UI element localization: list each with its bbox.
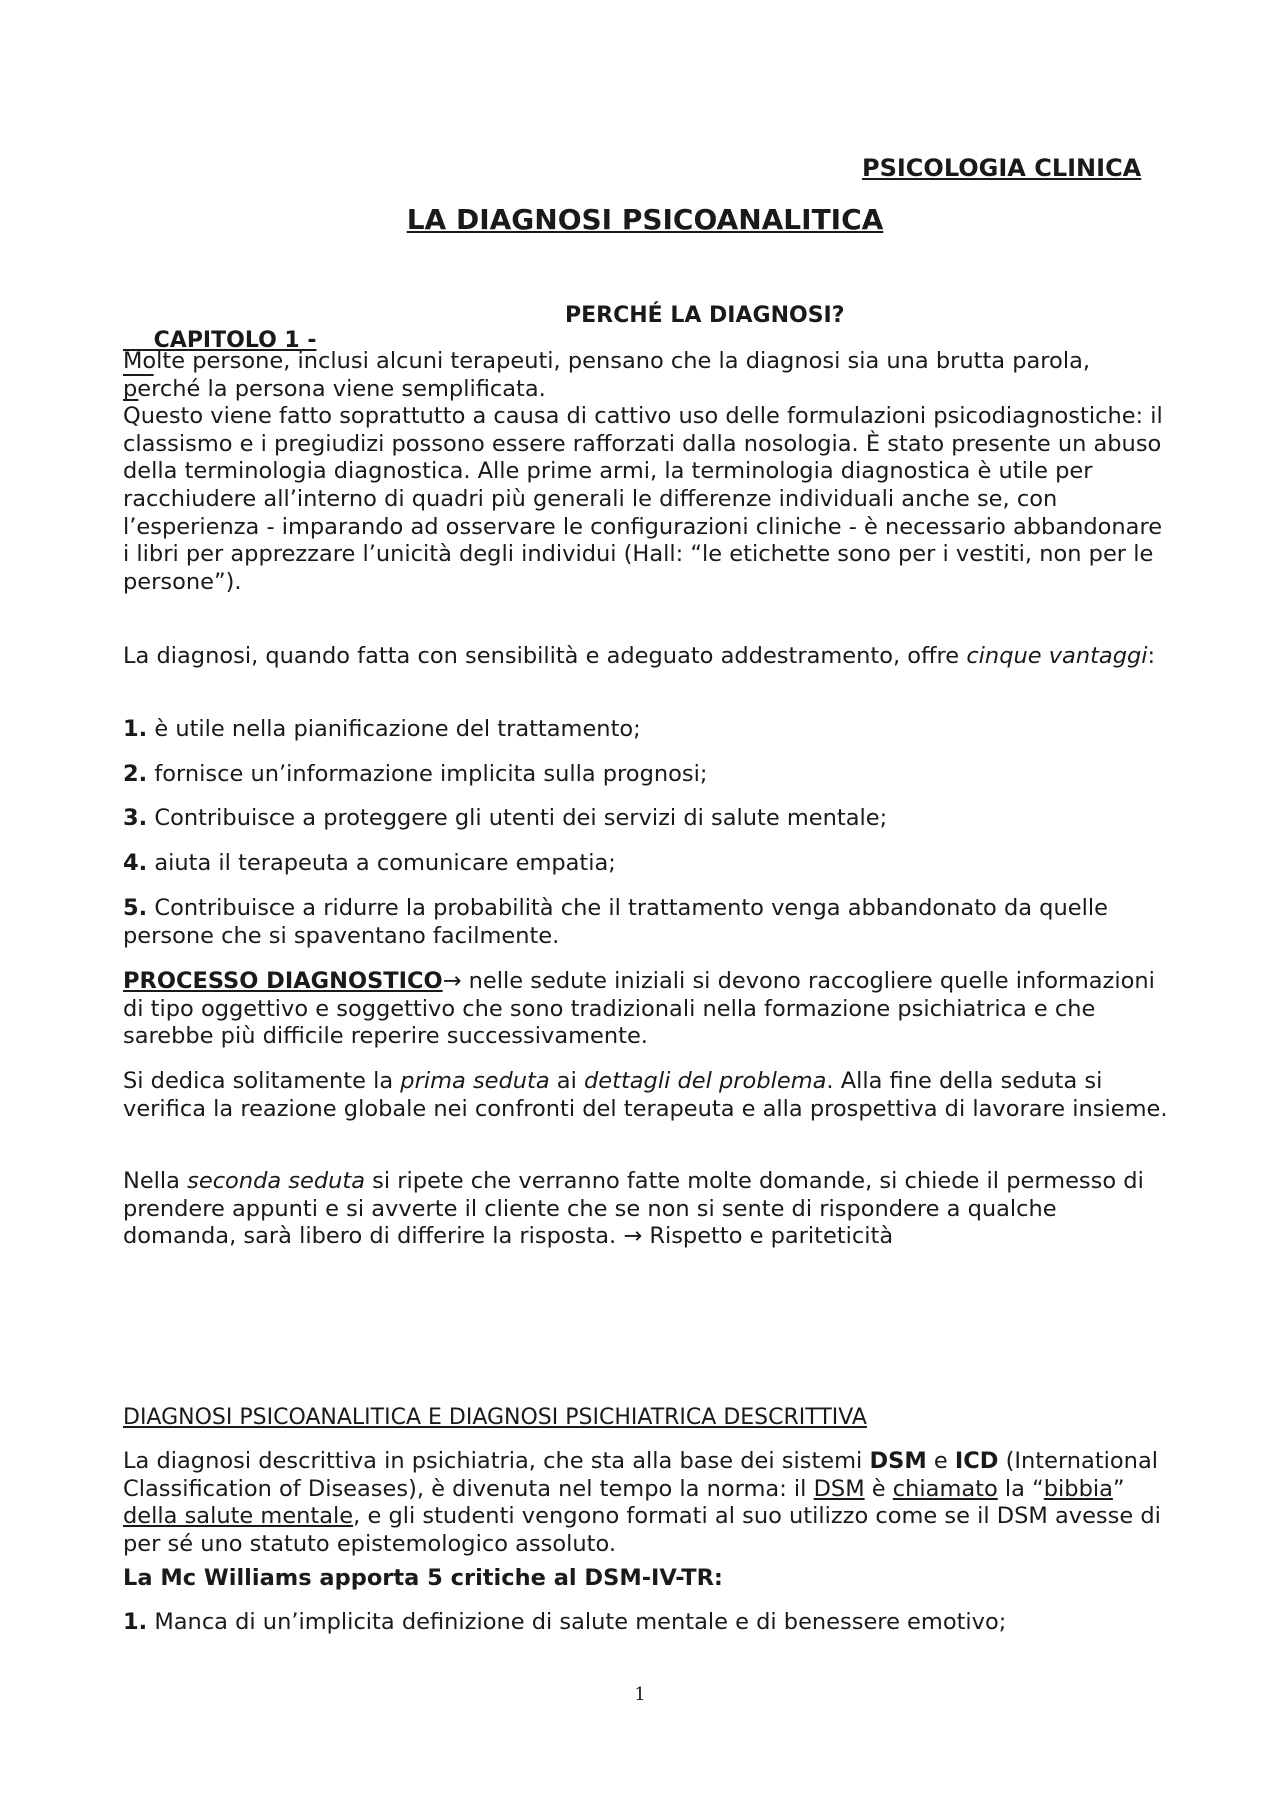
advantages-lead: La diagnosi, quando fatta con sensibilità e adeguato addestramento, offre cinque vantaggi:: [123, 643, 1156, 669]
document-title: LA DIAGNOSI PSICOANALITICA: [406, 203, 884, 236]
dsm-paragraph: La diagnosi descrittiva in psichiatria, che sta alla base dei sistemi DSM e ICD (International Classification of Diseases), è divenuta nel tempo la norma: il DSM è chiamato la “bibbia” della salute mentale, e gli studenti vengono formati al suo utilizzo come se il DSM avesse di per sé uno statuto epistemologico assoluto.: [123, 1448, 1161, 1557]
subject-heading: PSICOLOGIA CLINICA: [862, 154, 1142, 182]
advantages-emphasis: cinque vantaggi: [966, 643, 1148, 669]
arrow-right-icon: →: [442, 968, 462, 994]
chapter-number: CAPITOLO 1 -: [153, 328, 317, 353]
arrow-right-icon: →: [623, 1223, 643, 1250]
intro-paragraph-1: Molte persone, inclusi alcuni terapeuti, pensano che la diagnosi sia una brutta parola, perché la persona viene semplificata. Questo viene fatto soprattutto a causa di cattivo uso delle formulazioni psicodiagnostiche: il classismo e i pregiudizi possono essere rafforzati dalla nosologia. È stato presente un abuso della terminologia diagnostica. Alle prime armi, la terminologia diagnostica è utile per racchiudere all’interno di quadri più generali le differenze individuali anche se, con l’esperienza - imparando ad osservare le configurazioni cliniche - è necessario abbandonare i libri per apprezzare l’unicità degli individui (Hall: “le etichette sono per i vestiti, non per le persone”).: [123, 348, 1168, 596]
process-paragraph: PROCESSO DIAGNOSTICO→ nelle sedute iniziali si devono raccogliere quelle informazioni di tipo oggettivo e soggettivo che sono tradizionali nella formazione psichiatrica e che sarebbe più difficile reperire successivamente.: [123, 968, 1155, 1050]
critics-heading: La Mc Williams apporta 5 critiche al DSM-IV-TR:: [123, 1565, 723, 1591]
list-item: 3. Contribuisce a proteggere gli utenti dei servizi di salute mentale;: [123, 805, 888, 831]
second-session-paragraph: Nella seconda seduta si ripete che verranno fatte molte domande, si chiede il permesso di prendere appunti e si avverte il cliente che se non si sente di rispondere a qualche domanda, sarà libero di differire la risposta. → Rispetto e pariteticità: [123, 1168, 1144, 1250]
list-item: 2. fornisce un’informazione implicita sulla prognosi;: [123, 761, 708, 787]
section-heading: DIAGNOSI PSICOANALITICA E DIAGNOSI PSICHIATRICA DESCRITTIVA: [123, 1405, 867, 1430]
first-session-paragraph: Si dedica solitamente la prima seduta ai dettagli del problema. Alla fine della seduta si verifica la reazione globale nei confronti del terapeuta e alla prospettiva di lavorare insieme.: [123, 1068, 1168, 1122]
list-item: 5. Contribuisce a ridurre la probabilità che il trattamento venga abbandonato da quelle persone che si spaventano facilmente.: [123, 895, 1108, 949]
process-label: PROCESSO DIAGNOSTICO: [123, 968, 443, 994]
list-item: 1. è utile nella pianificazione del trattamento;: [123, 716, 641, 742]
list-item: 1. Manca di un’implicita definizione di salute mentale e di benessere emotivo;: [123, 1609, 1007, 1635]
chapter-title: PERCHÉ LA DIAGNOSI?: [565, 303, 845, 328]
intro-paragraph-2: Questo viene fatto soprattutto a causa di cattivo uso delle formulazioni psicodiagnostiche: il classismo e i pregiudizi possono essere rafforzati dalla nosologia. È stato presente un abuso della terminologia diagnostica. Alle prime armi, la terminologia diagnostica è utile per racchiudere all’interno di quadri più generali le differenze individuali anche se, con l’esperienza - imparando ad osservare le configurazioni cliniche - è necessario abbandonare i libri per apprezzare l’unicità degli individui (Hall: “le etichette sono per i vestiti, non per le persone”).: [123, 403, 1163, 595]
list-item: 4. aiuta il terapeuta a comunicare empatia;: [123, 850, 616, 876]
page-number: 1: [634, 1684, 646, 1705]
